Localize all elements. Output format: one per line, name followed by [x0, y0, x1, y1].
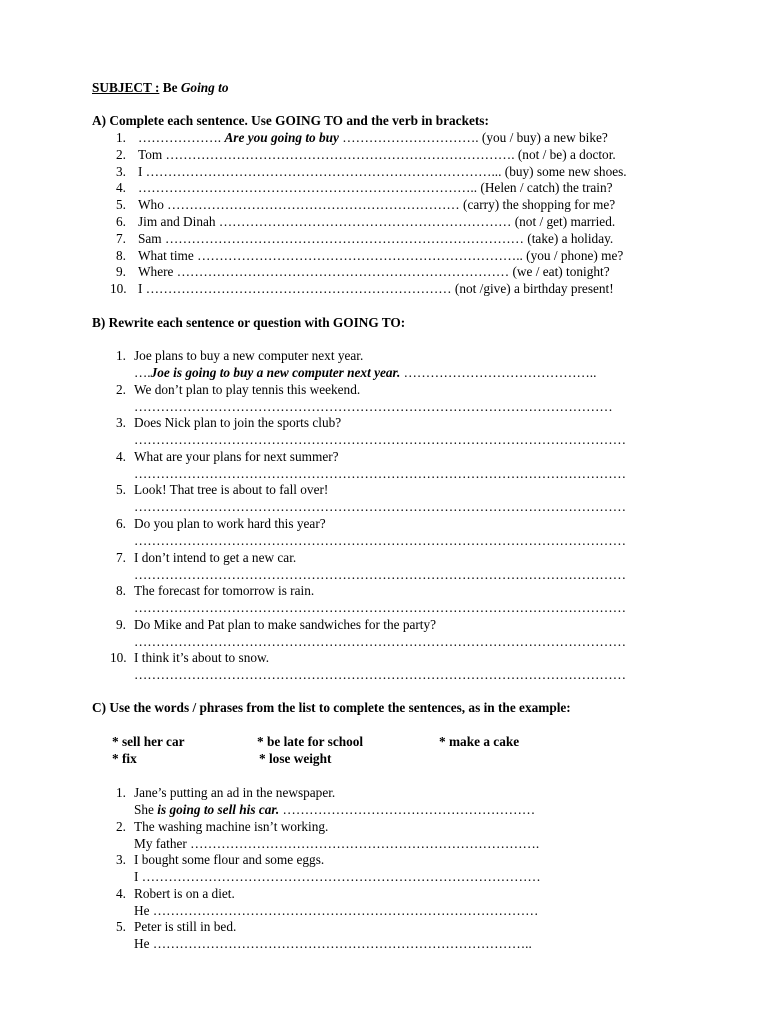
section-a-heading: A) Complete each sentence. Use GOING TO and the verb in brackets: [92, 113, 489, 128]
item-number: 10. [110, 281, 127, 297]
section-b-item [110, 482, 710, 516]
section-c-item [110, 785, 710, 819]
item-answer-line: ………………………………………………………………………………………………… [134, 600, 626, 616]
item-answer-line: ………………………………………………………………………………………………… [134, 432, 626, 448]
item-answer-line [134, 365, 596, 382]
item-question: Do you plan to work hard this year? [134, 515, 326, 531]
section-b-item [110, 382, 710, 416]
item-question: The forecast for tomorrow is rain. [134, 583, 315, 599]
section-c-item [110, 852, 710, 886]
item-number: 2. [116, 381, 126, 397]
item-question: Robert is on a diet. [134, 885, 235, 901]
item-number: 2. [116, 146, 126, 162]
item-number: 4. [116, 448, 126, 464]
section-c-list [110, 785, 710, 953]
item-question: We don’t plan to play tennis this weekend. [134, 381, 361, 397]
item-answer-line: ………………………………………………………………………………………………… [134, 532, 626, 548]
item-question: I bought some flour and some eggs. [134, 852, 325, 868]
item-answer-line: He …………………………………………………………………………… [134, 902, 539, 918]
item-number: 3. [116, 852, 126, 868]
item-question: I don’t intend to get a new car. [134, 549, 297, 565]
item-number: 9. [116, 264, 126, 280]
item-question: I think it’s about to snow. [134, 650, 270, 666]
section-a-item [110, 264, 710, 281]
item-number: 6. [116, 515, 126, 531]
item-text: I …………………………………………………………… (not /give) a birthday present! [138, 281, 614, 297]
answer-tail: …………………………………….. [400, 365, 597, 380]
section-b-item [110, 550, 710, 584]
subject-be: Be [162, 80, 178, 95]
word-item: * sell her car [112, 734, 185, 749]
item-number: 4. [116, 180, 126, 196]
item-post: …………………………. (you / buy) a new bike? [338, 130, 608, 145]
item-number: 10. [110, 650, 127, 666]
section-a-item [110, 130, 710, 147]
item-number: 8. [116, 583, 126, 599]
item-number: 1. [116, 130, 126, 145]
item-question: Peter is still in bed. [134, 919, 237, 935]
item-answer-line: ………………………………………………………………………………………………… [134, 667, 626, 683]
section-a-item [110, 147, 710, 164]
item-answer-line: My father ……………………………………………………………………. [134, 835, 540, 851]
section-c-item [110, 919, 710, 953]
section-b-item [110, 449, 710, 483]
section-a-item [110, 281, 710, 298]
section-b-list [110, 348, 710, 684]
item-answer-line: ………………………………………………………………………………………………… [134, 465, 626, 481]
section-b-item [110, 415, 710, 449]
section-a-item [110, 248, 710, 265]
subject-label: SUBJECT : [92, 80, 160, 95]
item-answer-line: He ………………………………………………………………………….. [134, 936, 532, 952]
item-number: 4. [116, 885, 126, 901]
answer-tail: ………………………………………………… [279, 802, 536, 817]
word-item: * make a cake [439, 734, 520, 749]
item-question: Does Nick plan to join the sports club? [134, 415, 342, 431]
section-b-item [110, 516, 710, 550]
item-text: Who ………………………………………………………… (carry) the shopping for me? [138, 197, 616, 213]
example-answer: Are you going to buy [224, 130, 339, 145]
item-number: 5. [116, 197, 126, 213]
section-c-item [110, 886, 710, 920]
item-question: Look! That tree is about to fall over! [134, 482, 329, 498]
item-number: 7. [116, 230, 126, 246]
item-answer-line: I ……………………………………………………………………………… [134, 869, 541, 885]
item-pre: ………………. [138, 130, 225, 145]
item-answer-line [134, 802, 535, 819]
word-item: * fix [112, 751, 137, 766]
section-a-item [110, 231, 710, 248]
subject-topic: Going to [180, 80, 229, 95]
item-number: 7. [116, 549, 126, 565]
item-number: 1. [116, 348, 126, 363]
item-answer-line: ………………………………………………………………………………………………… [134, 566, 626, 582]
item-text: ………………………………………………………………….. (Helen / catch) the train? [138, 180, 613, 196]
section-b-item [110, 348, 710, 382]
section-a-item [110, 214, 710, 231]
item-number: 5. [116, 482, 126, 498]
answer-lead: …. [134, 365, 151, 380]
item-number: 3. [116, 415, 126, 431]
item-number: 6. [116, 213, 126, 229]
item-number: 8. [116, 247, 126, 263]
word-item: * lose weight [259, 751, 332, 766]
answer-lead: She [134, 802, 158, 817]
section-b-heading: B) Rewrite each sentence or question with GOING TO: [92, 315, 406, 330]
example-answer: Joe is going to buy a new computer next year. [150, 365, 401, 380]
word-item: * be late for school [257, 734, 364, 749]
section-b-item [110, 583, 710, 617]
section-b-item [110, 617, 710, 651]
item-answer-line: ………………………………………………………………………………………………… [134, 633, 626, 649]
item-text: Where ………………………………………………………………… (we / eat) tonight? [138, 264, 610, 280]
section-a-item [110, 164, 710, 181]
section-a-item [110, 197, 710, 214]
item-question: What are your plans for next summer? [134, 448, 339, 464]
item-question: Do Mike and Pat plan to make sandwiches for the party? [134, 616, 437, 632]
subject-line [92, 80, 228, 97]
example-answer: is going to sell his car. [157, 802, 280, 817]
item-text: Sam ……………………………………………………………………… (take) a holiday. [138, 230, 614, 246]
item-question: Joe plans to buy a new computer next year. [134, 348, 364, 363]
item-question: Jane’s putting an ad in the newspaper. [134, 785, 336, 800]
section-c-item [110, 819, 710, 853]
item-number: 9. [116, 616, 126, 632]
section-c-heading: C) Use the words / phrases from the list to complete the sentences, as in the example: [92, 700, 571, 715]
section-a-item [110, 180, 710, 197]
section-a-list [110, 130, 710, 298]
item-text: What time ……………………………………………………………….. (you / phone) me? [138, 247, 624, 263]
item-text: Tom ……………………………………………………………………. (not / be) a doctor. [138, 146, 616, 162]
item-number: 1. [116, 785, 126, 800]
item-number: 3. [116, 163, 126, 179]
item-number: 2. [116, 818, 126, 834]
item-text: I ……………………………………………………………………... (buy) some new shoes. [138, 163, 627, 179]
item-number: 5. [116, 919, 126, 935]
item-answer-line: ………………………………………………………………………………………………… [134, 499, 626, 515]
item-question: The washing machine isn’t working. [134, 818, 329, 834]
section-b-item [110, 650, 710, 684]
item-text [138, 130, 608, 147]
item-text: Jim and Dinah ………………………………………………………… (not / get) married. [138, 213, 616, 229]
item-answer-line: ……………………………………………………………………………………………… [134, 398, 613, 414]
